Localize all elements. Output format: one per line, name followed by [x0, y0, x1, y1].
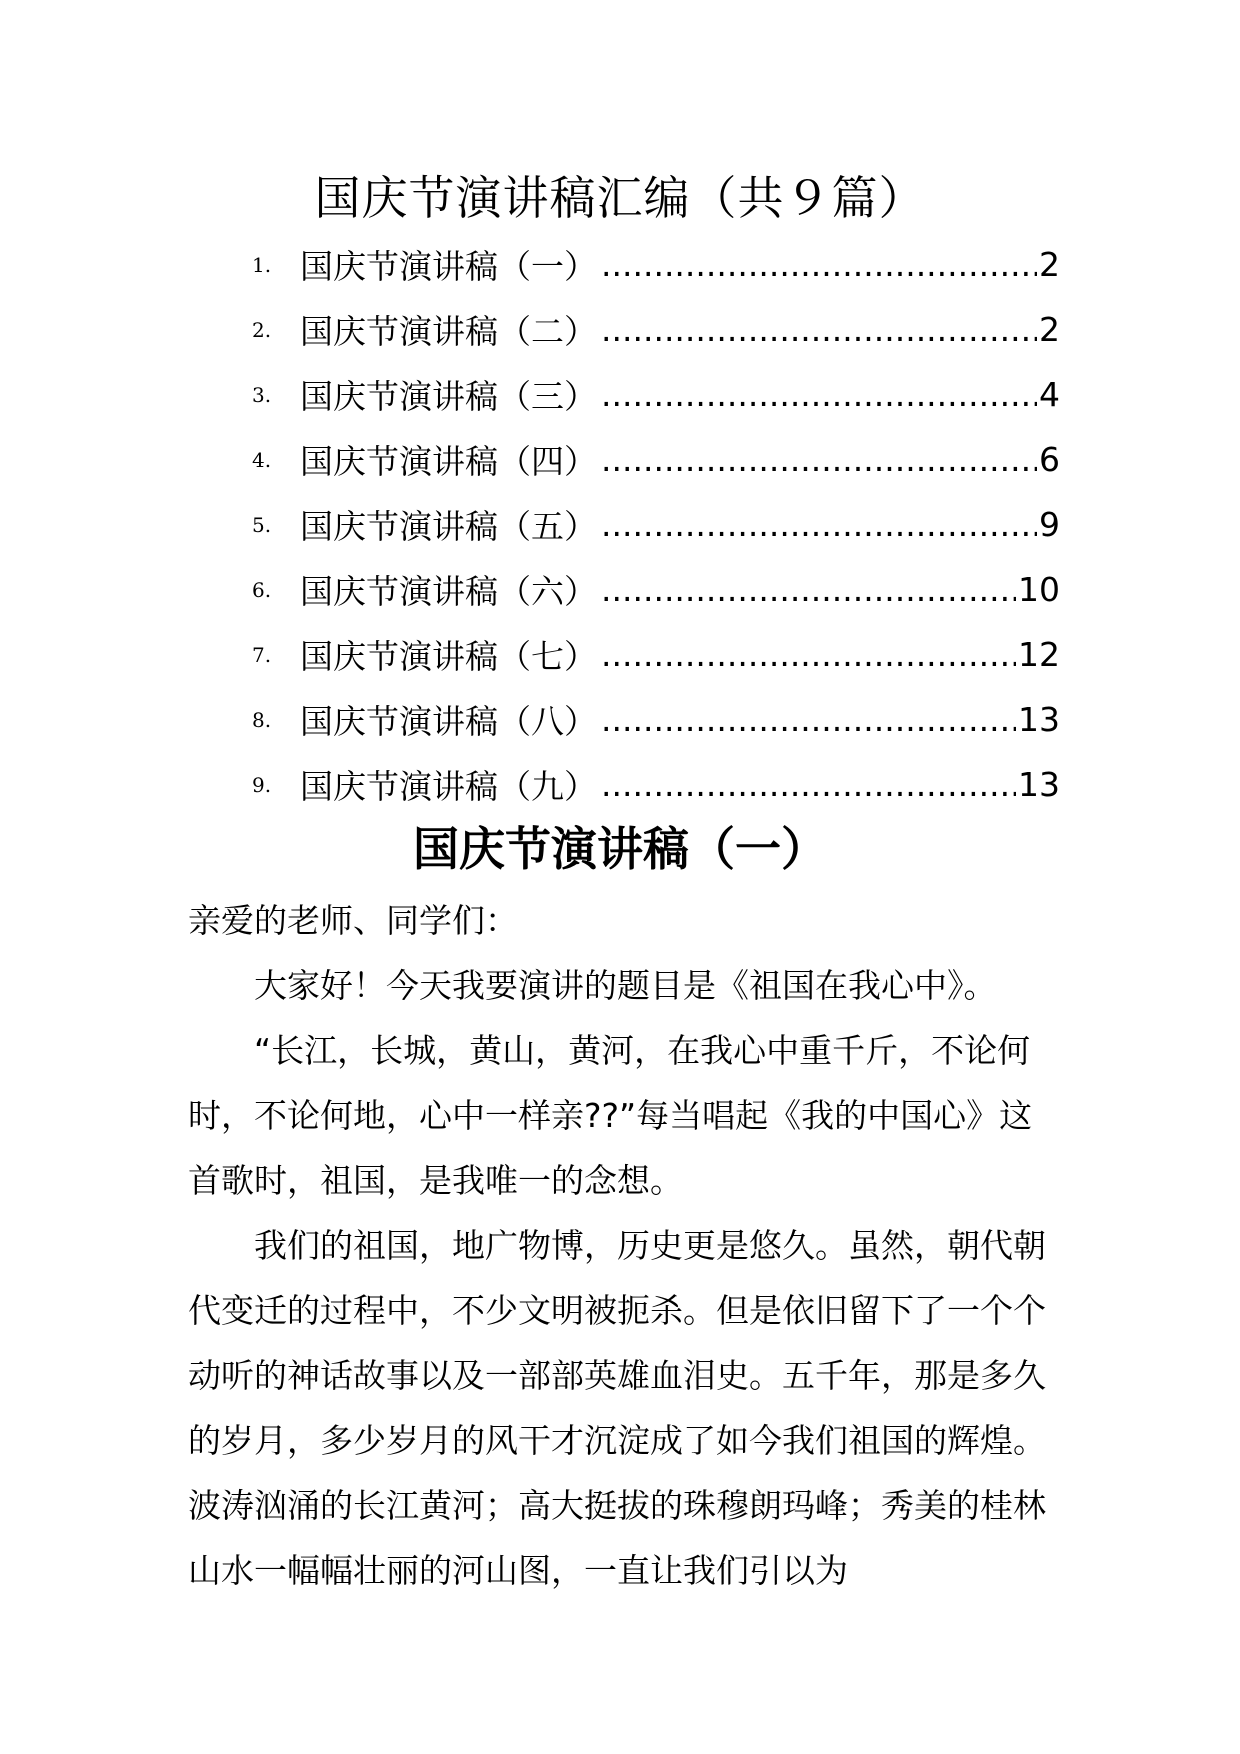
toc-leader-dots: [601, 440, 1037, 479]
toc-item-number: 2.: [252, 317, 272, 342]
toc-item[interactable]: [252, 492, 1060, 557]
toc-leader-dots: [601, 505, 1037, 544]
toc-item-page: 10: [1018, 570, 1060, 609]
toc-item[interactable]: [252, 752, 1060, 817]
toc-leader-dots: [601, 375, 1037, 414]
toc-item-label: 国庆节演讲稿（五）: [300, 507, 597, 546]
table-of-contents: [252, 232, 1060, 817]
document-title: 国庆节演讲稿汇编（共９篇）: [314, 171, 926, 225]
toc-item-page: 4: [1039, 375, 1060, 414]
toc-item-label: 国庆节演讲稿（一）: [300, 247, 597, 286]
toc-leader-dots: [601, 570, 1016, 609]
toc-leader-dots: [601, 635, 1016, 674]
body-paragraph: “长江，长城，黄山，黄河，在我心中重千斤，不论何时，不论何地，心中一样亲??”每当唱起《我的中国心》这首歌时，祖国，是我唯一的念想。: [188, 1031, 1033, 1200]
toc-item[interactable]: [252, 232, 1060, 297]
body-paragraph: 我们的祖国，地广物博，历史更是悠久。虽然，朝代朝代变迁的过程中，不少文明被扼杀。但是依旧留下了一个个动听的神话故事以及一部部英雄血泪史。五千年，那是多久的岁月，多少岁月的风干才沉淀成了如今我们祖国的辉煌。波涛汹涌的长江黄河；高大挺拔的珠穆朗玛峰；秀美的桂林山水一幅幅壮丽的河山图，一直让我们引以为: [188, 1226, 1046, 1590]
toc-item-page: 6: [1039, 440, 1060, 479]
body-paragraph: 大家好！今天我要演讲的题目是《祖国在我心中》。: [254, 966, 997, 1005]
toc-item-number: 3.: [252, 382, 272, 407]
toc-item[interactable]: [252, 297, 1060, 362]
toc-leader-dots: [601, 700, 1016, 739]
toc-item-number: 8.: [252, 707, 272, 732]
toc-item-label: 国庆节演讲稿（六）: [300, 572, 597, 611]
toc-item-label: 国庆节演讲稿（九）: [300, 767, 597, 806]
toc-item-page: 9: [1039, 505, 1060, 544]
toc-item-label: 国庆节演讲稿（二）: [300, 312, 597, 351]
section-body: [188, 888, 1048, 1603]
toc-item-number: 4.: [252, 447, 272, 472]
toc-item-number: 5.: [252, 512, 272, 537]
toc-item[interactable]: [252, 557, 1060, 622]
toc-item-page: 2: [1039, 245, 1060, 284]
toc-item[interactable]: [252, 427, 1060, 492]
toc-item-number: 7.: [252, 642, 272, 667]
toc-item-label: 国庆节演讲稿（七）: [300, 637, 597, 676]
toc-item-label: 国庆节演讲稿（八）: [300, 702, 597, 741]
toc-item[interactable]: [252, 687, 1060, 752]
toc-item[interactable]: [252, 362, 1060, 427]
toc-leader-dots: [601, 245, 1037, 284]
toc-item-page: 13: [1018, 700, 1060, 739]
toc-leader-dots: [601, 310, 1037, 349]
toc-leader-dots: [601, 765, 1016, 804]
toc-item-page: 13: [1018, 765, 1060, 804]
toc-item-page: 12: [1018, 635, 1060, 674]
toc-item-label: 国庆节演讲稿（四）: [300, 442, 597, 481]
toc-item-number: 9.: [252, 772, 272, 797]
toc-item-number: 6.: [252, 577, 272, 602]
toc-item-page: 2: [1039, 310, 1060, 349]
salutation: 亲爱的老师、同学们：: [188, 901, 518, 940]
toc-item-number: 1.: [252, 252, 272, 277]
toc-item[interactable]: [252, 622, 1060, 687]
section-title: 国庆节演讲稿（一）: [413, 822, 827, 876]
toc-item-label: 国庆节演讲稿（三）: [300, 377, 597, 416]
